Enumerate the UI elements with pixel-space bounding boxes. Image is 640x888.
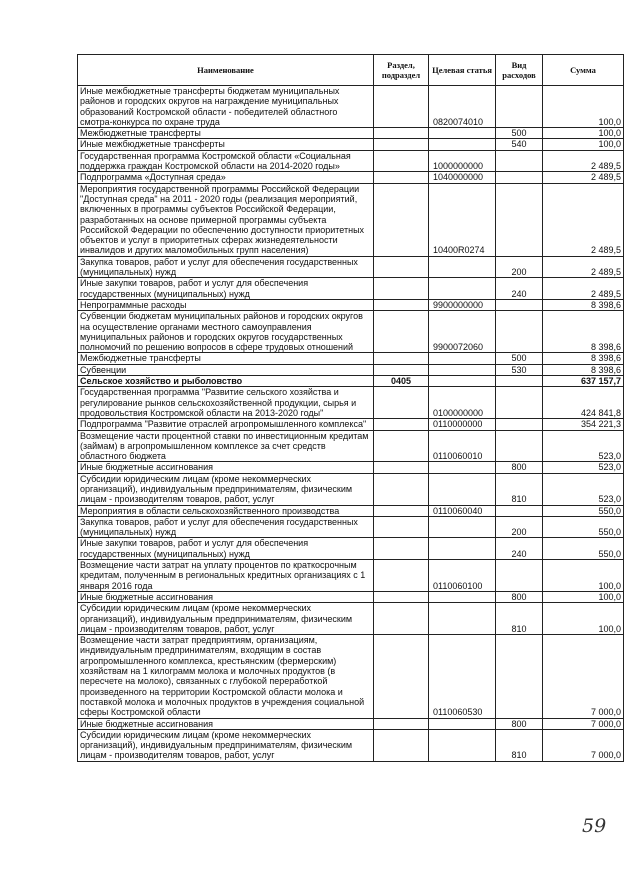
row-sum-cell: 2 489,5 (543, 172, 624, 183)
row-section-cell (374, 172, 429, 183)
row-target-cell (429, 718, 496, 729)
table-row (78, 376, 624, 387)
row-sum-cell: 100,0 (543, 603, 624, 635)
table-row (78, 538, 624, 560)
row-target-cell: 9900072060 (429, 311, 496, 353)
row-name-cell: Непрограммные расходы (78, 299, 374, 310)
row-target-cell: 1000000000 (429, 150, 496, 172)
row-sum-cell: 550,0 (543, 516, 624, 538)
row-type-cell: 200 (496, 516, 543, 538)
table-row (78, 729, 624, 761)
row-type-cell: 200 (496, 256, 543, 278)
row-type-cell: 540 (496, 139, 543, 150)
row-section-cell (374, 538, 429, 560)
row-type-cell (496, 311, 543, 353)
row-section-cell (374, 299, 429, 310)
row-target-cell: 9900000000 (429, 299, 496, 310)
table-row (78, 183, 624, 256)
row-sum-cell: 424 841,8 (543, 387, 624, 419)
row-type-cell (496, 560, 543, 592)
row-type-cell (496, 172, 543, 183)
row-type-cell (496, 376, 543, 387)
row-target-cell (429, 591, 496, 602)
row-sum-cell: 7 000,0 (543, 718, 624, 729)
row-name-cell: Иные бюджетные ассигнования (78, 462, 374, 473)
row-type-cell (496, 150, 543, 172)
row-sum-cell: 2 489,5 (543, 150, 624, 172)
row-sum-cell: 7 000,0 (543, 729, 624, 761)
row-type-cell: 240 (496, 278, 543, 300)
row-sum-cell: 637 157,7 (543, 376, 624, 387)
row-section-cell (374, 139, 429, 150)
row-sum-cell: 2 489,5 (543, 278, 624, 300)
row-name-cell: Субсидии юридическим лицам (кроме некоммерческих организаций), индивидуальным предпринимателям, физическим лицам - производителям товаров, работ, услуг (78, 603, 374, 635)
table-row (78, 128, 624, 139)
row-type-cell: 800 (496, 462, 543, 473)
table-row (78, 718, 624, 729)
table-row (78, 139, 624, 150)
column-header-sum: Сумма (543, 55, 624, 86)
row-sum-cell: 2 489,5 (543, 256, 624, 278)
row-target-cell (429, 353, 496, 364)
row-name-cell: Субсидии юридическим лицам (кроме некоммерческих организаций), индивидуальным предпринимателям, физическим лицам - производителям товаров, работ, услуг (78, 729, 374, 761)
table-row (78, 353, 624, 364)
row-section-cell (374, 635, 429, 718)
column-header-type: Вид расходов (496, 55, 543, 86)
table-row (78, 516, 624, 538)
row-target-cell: 1040000000 (429, 172, 496, 183)
row-section-cell (374, 150, 429, 172)
row-sum-cell: 523,0 (543, 473, 624, 505)
row-target-cell: 10400R0274 (429, 183, 496, 256)
row-name-cell: Закупка товаров, работ и услуг для обеспечения государственных (муниципальных) нужд (78, 256, 374, 278)
table-row (78, 86, 624, 128)
row-section-cell (374, 86, 429, 128)
row-name-cell: Иные межбюджетные трансферты бюджетам муниципальных районов и городских округов на награждение муниципальных образований Костромской области - победителей областного смотра-конкурса по охране труда (78, 86, 374, 128)
row-section-cell (374, 591, 429, 602)
row-section-cell (374, 430, 429, 462)
page-number: 59 (582, 815, 607, 837)
row-name-cell: Иные закупки товаров, работ и услуг для обеспечения государственных (муниципальных) нужд (78, 538, 374, 560)
row-section-cell (374, 603, 429, 635)
table-row (78, 505, 624, 516)
row-sum-cell: 100,0 (543, 128, 624, 139)
row-type-cell (496, 299, 543, 310)
row-section-cell (374, 128, 429, 139)
table-row (78, 278, 624, 300)
row-type-cell: 800 (496, 718, 543, 729)
row-target-cell: 0110060010 (429, 430, 496, 462)
table-row (78, 591, 624, 602)
row-section-cell (374, 473, 429, 505)
row-sum-cell: 354 221,3 (543, 419, 624, 430)
row-type-cell: 500 (496, 353, 543, 364)
row-type-cell: 240 (496, 538, 543, 560)
row-type-cell: 800 (496, 591, 543, 602)
column-header-target: Целевая статья (429, 55, 496, 86)
row-section-cell (374, 505, 429, 516)
row-section-cell (374, 718, 429, 729)
row-type-cell (496, 430, 543, 462)
table-row (78, 299, 624, 310)
row-target-cell (429, 128, 496, 139)
row-target-cell (429, 473, 496, 505)
row-target-cell (429, 256, 496, 278)
row-sum-cell: 523,0 (543, 462, 624, 473)
row-sum-cell: 2 489,5 (543, 183, 624, 256)
column-header-name: Наименование (78, 55, 374, 86)
row-target-cell: 0110000000 (429, 419, 496, 430)
table-row (78, 311, 624, 353)
row-section-cell: 0405 (374, 376, 429, 387)
row-sum-cell: 8 398,6 (543, 311, 624, 353)
table-row (78, 256, 624, 278)
row-sum-cell: 523,0 (543, 430, 624, 462)
row-target-cell (429, 278, 496, 300)
row-sum-cell: 7 000,0 (543, 635, 624, 718)
row-type-cell (496, 635, 543, 718)
row-type-cell (496, 505, 543, 516)
row-target-cell (429, 376, 496, 387)
row-name-cell: Государственная программа "Развитие сельского хозяйства и регулирование рынков сельскохозяйственной продукции, сырья и продовольствия Костромской области на 2013-2020 годы" (78, 387, 374, 419)
row-section-cell (374, 183, 429, 256)
table-row (78, 150, 624, 172)
row-type-cell (496, 419, 543, 430)
row-section-cell (374, 364, 429, 375)
row-sum-cell: 550,0 (543, 505, 624, 516)
row-target-cell: 0110060040 (429, 505, 496, 516)
row-section-cell (374, 516, 429, 538)
budget-table-page (77, 54, 623, 762)
row-name-cell: Сельское хозяйство и рыболовство (78, 376, 374, 387)
row-target-cell (429, 516, 496, 538)
row-name-cell: Мероприятия в области сельскохозяйственного производства (78, 505, 374, 516)
table-row (78, 635, 624, 718)
row-sum-cell: 100,0 (543, 560, 624, 592)
row-section-cell (374, 353, 429, 364)
row-name-cell: Иные закупки товаров, работ и услуг для обеспечения государственных (муниципальных) нужд (78, 278, 374, 300)
row-name-cell: Подпрограмма "Развитие отраслей агропромышленного комплекса" (78, 419, 374, 430)
row-target-cell: 0110060530 (429, 635, 496, 718)
row-name-cell: Субсидии юридическим лицам (кроме некоммерческих организаций), индивидуальным предпринимателям, физическим лицам - производителям товаров, работ, услуг (78, 473, 374, 505)
row-name-cell: Межбюджетные трансферты (78, 353, 374, 364)
table-row (78, 430, 624, 462)
row-section-cell (374, 311, 429, 353)
row-sum-cell: 100,0 (543, 591, 624, 602)
table-body (78, 86, 624, 762)
row-section-cell (374, 278, 429, 300)
table-row (78, 419, 624, 430)
row-sum-cell: 8 398,6 (543, 299, 624, 310)
table-row (78, 603, 624, 635)
budget-table (77, 54, 624, 762)
row-type-cell: 810 (496, 729, 543, 761)
row-name-cell: Субвенции (78, 364, 374, 375)
row-target-cell: 0820074010 (429, 86, 496, 128)
row-target-cell (429, 364, 496, 375)
row-name-cell: Иные межбюджетные трансферты (78, 139, 374, 150)
row-target-cell: 0100000000 (429, 387, 496, 419)
row-name-cell: Межбюджетные трансферты (78, 128, 374, 139)
table-row (78, 462, 624, 473)
row-target-cell: 0110060100 (429, 560, 496, 592)
table-row (78, 364, 624, 375)
row-sum-cell: 550,0 (543, 538, 624, 560)
row-target-cell (429, 139, 496, 150)
table-row (78, 560, 624, 592)
row-sum-cell: 100,0 (543, 86, 624, 128)
row-target-cell (429, 729, 496, 761)
row-name-cell: Мероприятия государственной программы Российской Федерации "Доступная среда" на 2011 - 2020 годы (реализация мероприятий, включенных в программы субъектов Российской Федерации, разработанных на основе примерной программы субъекта Российской Федерации по обеспечению доступности приоритетных объектов и услуг в приоритетных сферах жизнедеятельности инвалидов и других маломобильных групп населения) (78, 183, 374, 256)
row-section-cell (374, 560, 429, 592)
row-name-cell: Возмещение части затрат на уплату процентов по краткосрочным кредитам, полученным в региональных кредитных организациях с 1 января 2016 года (78, 560, 374, 592)
row-target-cell (429, 538, 496, 560)
row-section-cell (374, 729, 429, 761)
row-sum-cell: 8 398,6 (543, 353, 624, 364)
table-row (78, 473, 624, 505)
row-name-cell: Субвенции бюджетам муниципальных районов и городских округов на осуществление органами местного самоуправления муниципальных районов и городских округов государственных полномочий по решению вопросов в сфере трудовых отношений (78, 311, 374, 353)
row-name-cell: Закупка товаров, работ и услуг для обеспечения государственных (муниципальных) нужд (78, 516, 374, 538)
row-type-cell: 530 (496, 364, 543, 375)
row-sum-cell: 100,0 (543, 139, 624, 150)
row-sum-cell: 8 398,6 (543, 364, 624, 375)
row-type-cell: 810 (496, 473, 543, 505)
column-header-section: Раздел, подраздел (374, 55, 429, 86)
row-type-cell (496, 183, 543, 256)
table-header-row (78, 55, 624, 86)
row-section-cell (374, 387, 429, 419)
row-name-cell: Государственная программа Костромской области «Социальная поддержка граждан Костромской области на 2014-2020 годы» (78, 150, 374, 172)
row-type-cell: 810 (496, 603, 543, 635)
row-type-cell (496, 387, 543, 419)
row-type-cell (496, 86, 543, 128)
row-section-cell (374, 462, 429, 473)
row-name-cell: Подпрограмма «Доступная среда» (78, 172, 374, 183)
row-section-cell (374, 256, 429, 278)
row-type-cell: 500 (496, 128, 543, 139)
row-section-cell (374, 419, 429, 430)
row-name-cell: Возмещение части процентной ставки по инвестиционным кредитам (займам) в агропромышленном комплексе за счет средств областного бюджета (78, 430, 374, 462)
row-target-cell (429, 603, 496, 635)
table-row (78, 172, 624, 183)
row-name-cell: Возмещение части затрат предприятиям, организациям, индивидуальным предпринимателям, входящим в состав агропромышленного комплекса, крестьянским (фермерским) хозяйствам на 1 килограмм молока и молочных продуктов (в пересчете на молоко), связанных с глубокой переработкой произведенного на территории Костромской области молока и поставкой молока и молочных продуктов в учреждения социальной сферы Костромской области (78, 635, 374, 718)
row-name-cell: Иные бюджетные ассигнования (78, 718, 374, 729)
table-row (78, 387, 624, 419)
row-target-cell (429, 462, 496, 473)
row-name-cell: Иные бюджетные ассигнования (78, 591, 374, 602)
